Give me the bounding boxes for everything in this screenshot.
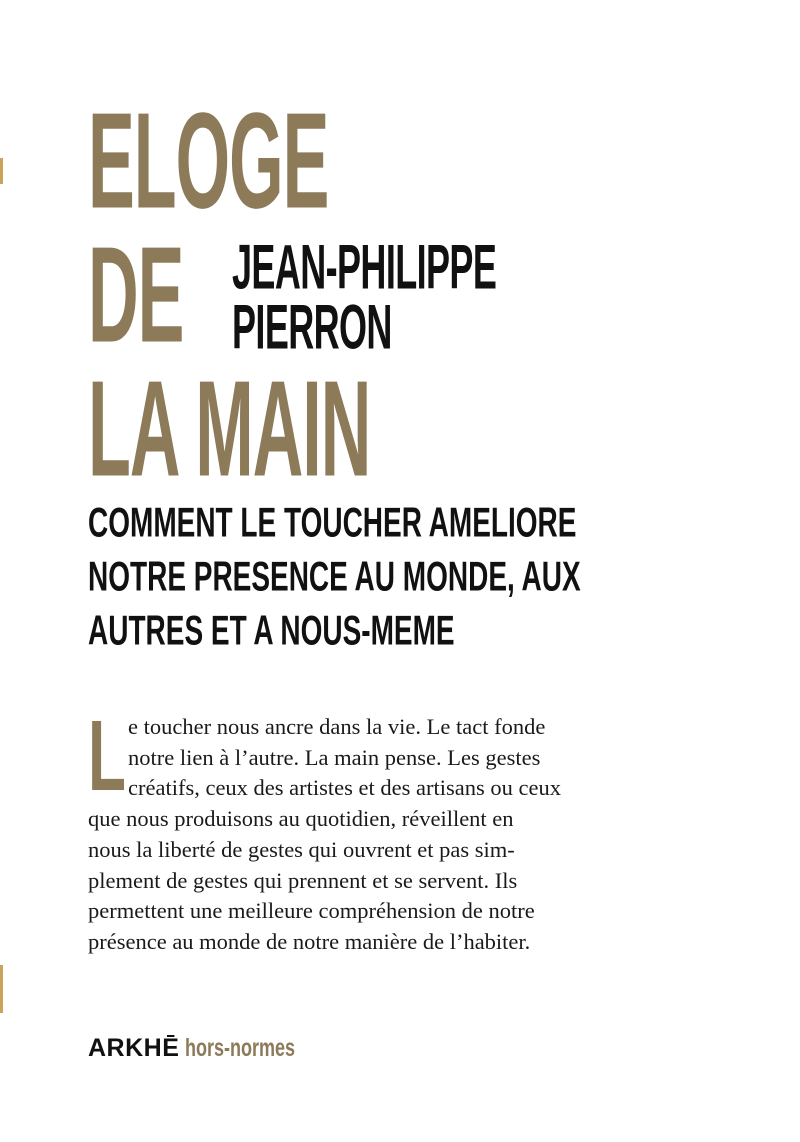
publisher-brand: ARKHĒ [88, 1034, 180, 1062]
blurb-line-3: créatifs, ceux des artistes et des artisans ou ceux [128, 775, 561, 801]
subtitle-line-2: NOTRE PRESENCE AU MONDE, AUX [88, 553, 581, 601]
drop-cap-letter: L [88, 700, 126, 812]
author-first-name: JEAN-PHILIPPE [232, 231, 497, 303]
publisher-logo [88, 1034, 338, 1063]
subtitle-line-3: AUTRES ET A NOUS-MEME [88, 607, 455, 655]
blurb-line-8: présence au monde de notre manière de l’habiter. [88, 928, 531, 954]
blurb-line-4: que nous produisons au quotidien, réveillent en [88, 806, 514, 832]
blurb-line-7: permettent une meilleure compréhension de notre [88, 898, 535, 924]
left-edge-accent-bottom [0, 965, 3, 1013]
drop-cap [88, 700, 126, 812]
blurb-line-6: plement de gestes qui prennent et se servent. Ils [88, 867, 518, 893]
title-line-2: DE [88, 217, 184, 371]
blurb-line-5: nous la liberté de gestes qui ouvrent et pas sim- [88, 836, 515, 862]
subtitle-line-1: COMMENT LE TOUCHER AMELIORE [88, 499, 577, 547]
blurb-line-2: notre lien à l’autre. La main pense. Les gestes [128, 744, 541, 770]
title-line-3: LA MAIN [88, 351, 371, 505]
publisher-series: hors-normes [185, 1034, 296, 1062]
left-edge-accent-top [0, 158, 3, 184]
back-cover-blurb [88, 700, 648, 958]
blurb-line-1: e toucher nous ancre dans la vie. Le tact fonde [128, 714, 546, 739]
author-last-name: PIERRON [232, 291, 392, 363]
title-line-1: ELOGE [88, 83, 329, 237]
